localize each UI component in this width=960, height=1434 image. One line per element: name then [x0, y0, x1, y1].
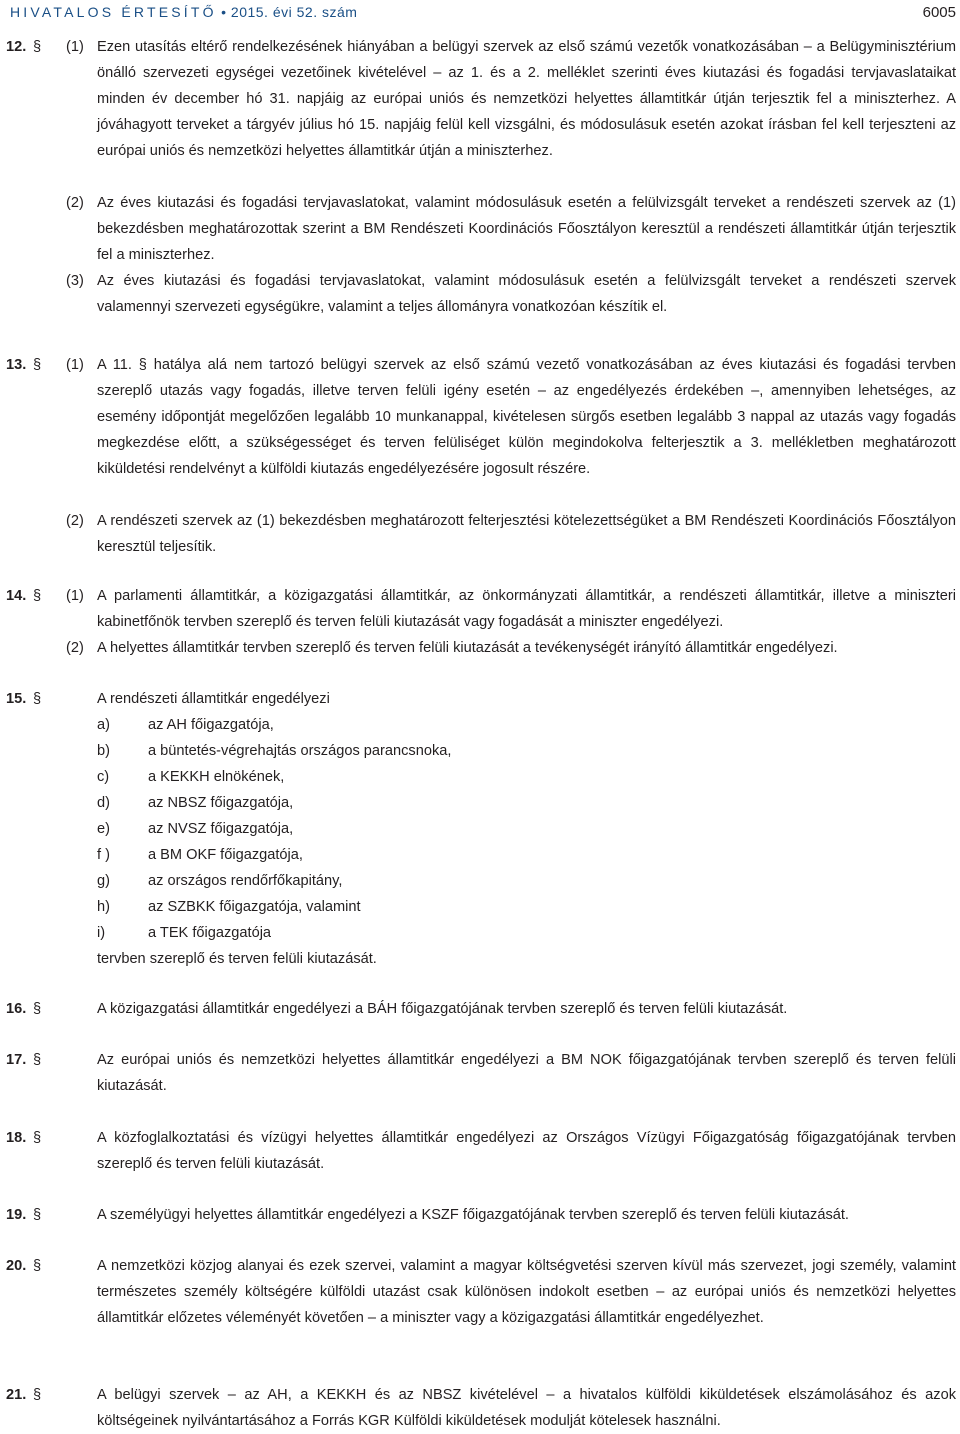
- list-text: az NBSZ főigazgatója,: [148, 795, 294, 811]
- section-number: 14.: [6, 588, 27, 604]
- paragraph-symbol: §: [33, 1001, 42, 1017]
- paragraph-symbol: §: [33, 691, 42, 707]
- section-19: [0, 1202, 960, 1228]
- list-letter: c): [97, 769, 110, 785]
- section-12: [0, 34, 960, 320]
- section-text: A közfoglalkoztatási és vízügyi helyettes államtitkár engedélyezi az Országos Vízügyi Főigazgatóság főigazgatójának tervben szereplő és terven felüli kiutazását.: [97, 1130, 956, 1172]
- list-text: az országos rendőrfőkapitány,: [148, 873, 343, 889]
- section-number: 13.: [6, 357, 27, 373]
- list-item: [0, 868, 960, 894]
- section-17: [0, 1047, 960, 1099]
- subsection-number: (2): [66, 640, 84, 656]
- paragraph-symbol: §: [33, 357, 42, 373]
- section-20: [0, 1253, 960, 1331]
- list-letter: i): [97, 925, 106, 941]
- subsection-number: (2): [66, 195, 84, 211]
- section-number: 21.: [6, 1387, 27, 1403]
- list-item: [0, 738, 960, 764]
- subsection-number: (1): [66, 39, 84, 55]
- list-letter: d): [97, 795, 110, 811]
- authority-list: [0, 712, 960, 946]
- list-item: [0, 842, 960, 868]
- subsection-2: [0, 635, 960, 661]
- list-item: [0, 894, 960, 920]
- section-number: 12.: [6, 39, 27, 55]
- section-16: [0, 996, 960, 1022]
- subsection-text: A helyettes államtitkár tervben szereplő és terven felüli kiutazását a tevékenységét irányító államtitkár engedélyezi.: [97, 640, 838, 656]
- subsection-text: A 11. § hatálya alá nem tartozó belügyi szervek az első számú vezető vonatkozásában az éves kiutazási és fogadási tervben szereplő utazás vagy fogadás, illetve terven felüli igény esetén – az engedélyezés érdekében –, amennyiben lehetséges, az esemény időpontját megelőzően legalább 10 munkanappal, kivételesen sürgős esetben legalább 3 nappal az utazás vagy fogadás megkezdése előtt, a szükségességet és terven felüliséget külön megindokolva felterjesztik a 3. mellékletben meghatározott kiküldetési rendelvényt a külföldi kiutazás engedélyezésére jogosult részére.: [97, 357, 956, 477]
- list-letter: e): [97, 821, 110, 837]
- subsection-text: A rendészeti szervek az (1) bekezdésben meghatározott felterjesztési kötelezettségüket a BM Rendészeti Koordinációs Főosztályon keresztül teljesítik.: [97, 513, 956, 555]
- list-text: a KEKKH elnökének,: [148, 769, 285, 785]
- running-header: [10, 2, 956, 24]
- list-text: az AH főigazgatója,: [148, 717, 274, 733]
- section-13: [0, 352, 960, 560]
- subsection-number: (3): [66, 273, 84, 289]
- paragraph-symbol: §: [33, 1207, 42, 1223]
- list-letter: a): [97, 717, 110, 733]
- section-18: [0, 1125, 960, 1177]
- subsection-1: [0, 34, 960, 190]
- section-14: [0, 583, 960, 661]
- section-text: Az európai uniós és nemzetközi helyettes államtitkár engedélyezi a BM NOK főigazgatójának tervben szereplő és terven felüli kiutazását.: [97, 1052, 956, 1094]
- subsection-text: Ezen utasítás eltérő rendelkezésének hiányában a belügyi szervek az első számú vezetők vonatkozásában – a Belügyminisztérium önálló szervezeti egységei vezetőinek kivételével – az 1. és a 2. melléklet szerinti éves kiutazási és fogadási tervjavaslataikat minden év december hó 31. napjáig az európai uniós és nemzetközi helyettes államtitkár útján terjesztik fel a miniszterhez. A jóváhagyott terveket a tárgyév július hó 15. napjáig felül kell vizsgálni, és módosulásuk esetén azokat írásban fel kell terjeszteni az európai uniós és nemzetközi helyettes államtitkár útján a miniszterhez.: [97, 39, 956, 159]
- list-text: az NVSZ főigazgatója,: [148, 821, 294, 837]
- header-bullet: •: [221, 4, 227, 20]
- section-number: 19.: [6, 1207, 27, 1223]
- list-text: a büntetés-végrehajtás országos parancsnoka,: [148, 743, 452, 759]
- list-letter: h): [97, 899, 110, 915]
- list-text: a TEK főigazgatója: [148, 925, 272, 941]
- section-text: A nemzetközi közjog alanyai és ezek szervei, valamint a magyar költségvetési szerven kívül más szervezet, jogi személy, valamint természetes személy költségére külföldi utazást csak különösen indokolt esetben – az európai uniós és nemzetközi helyettes államtitkár előzetes véleményét követően – a miniszter vagy a közigazgatási államtitkár engedélyezhet.: [97, 1258, 956, 1326]
- section-number: 15.: [6, 691, 27, 707]
- section-text: A személyügyi helyettes államtitkár engedélyezi a KSZF főigazgatójának tervben szereplő és terven felüli kiutazását.: [97, 1207, 849, 1223]
- subsection-text: Az éves kiutazási és fogadási tervjavaslatokat, valamint módosulásuk esetén a felülvizsgált terveket a rendészeti szervek valamennyi szervezeti egységükre, valamint a teljes állományra vonatkozóan készítik el.: [97, 273, 956, 315]
- subsection-number: (2): [66, 513, 84, 529]
- section-15: [0, 686, 960, 972]
- section-number: 20.: [6, 1258, 27, 1274]
- list-item: [0, 712, 960, 738]
- subsection-text: A parlamenti államtitkár, a közigazgatási államtitkár, az önkormányzati államtitkár, a rendészeti államtitkár, illetve a miniszteri kabinetfőnök tervben szereplő és terven felüli kiutazását vagy fogadását a miniszter engedélyezi.: [97, 588, 956, 630]
- list-item: [0, 764, 960, 790]
- subsection-number: (1): [66, 357, 84, 373]
- subsection-2: [0, 508, 960, 560]
- list-text: a BM OKF főigazgatója,: [148, 847, 303, 863]
- section-number: 18.: [6, 1130, 27, 1146]
- list-letter: g): [97, 873, 110, 889]
- section-closing: tervben szereplő és terven felüli kiutazását.: [97, 951, 377, 967]
- paragraph-symbol: §: [33, 1258, 42, 1274]
- journal-title: HIVATALOS ÉRTESÍTŐ: [10, 4, 217, 20]
- section-number: 17.: [6, 1052, 27, 1068]
- subsection-text: Az éves kiutazási és fogadási tervjavaslatokat, valamint módosulásuk esetén a felülvizsgált terveket a rendészeti szervek az (1) bekezdésben meghatározottak szerint a BM Rendészeti Koordinációs Főosztályon keresztül a rendészeti államtitkár útján terjesztik fel a miniszterhez.: [97, 195, 956, 263]
- list-letter: b): [97, 743, 110, 759]
- section-number: 16.: [6, 1001, 27, 1017]
- list-letter: f ): [97, 847, 110, 863]
- subsection-1: [0, 352, 960, 508]
- list-item: [0, 790, 960, 816]
- paragraph-symbol: §: [33, 39, 42, 55]
- subsection-number: (1): [66, 588, 84, 604]
- paragraph-symbol: §: [33, 1130, 42, 1146]
- section-text: A közigazgatási államtitkár engedélyezi a BÁH főigazgatójának tervben szereplő és terven felüli kiutazását.: [97, 1001, 788, 1017]
- list-item: [0, 816, 960, 842]
- paragraph-symbol: §: [33, 1052, 42, 1068]
- issue-label: 2015. évi 52. szám: [230, 4, 358, 20]
- section-intro: A rendészeti államtitkár engedélyezi: [97, 691, 330, 707]
- paragraph-symbol: §: [33, 588, 42, 604]
- section-21: [0, 1382, 960, 1434]
- paragraph-symbol: §: [33, 1387, 42, 1403]
- list-text: az SZBKK főigazgatója, valamint: [148, 899, 361, 915]
- subsection-2: [0, 190, 960, 268]
- list-item: [0, 920, 960, 946]
- page-number: 6005: [922, 4, 956, 21]
- section-text: A belügyi szervek – az AH, a KEKKH és az NBSZ kivételével – a hivatalos külföldi kiküldetések elszámolásához és azok költségeinek nyilvántartásához a Forrás KGR Külföldi kiküldetések modulját kötelesek használni.: [97, 1387, 956, 1429]
- subsection-1: [0, 583, 960, 635]
- subsection-3: [0, 268, 960, 320]
